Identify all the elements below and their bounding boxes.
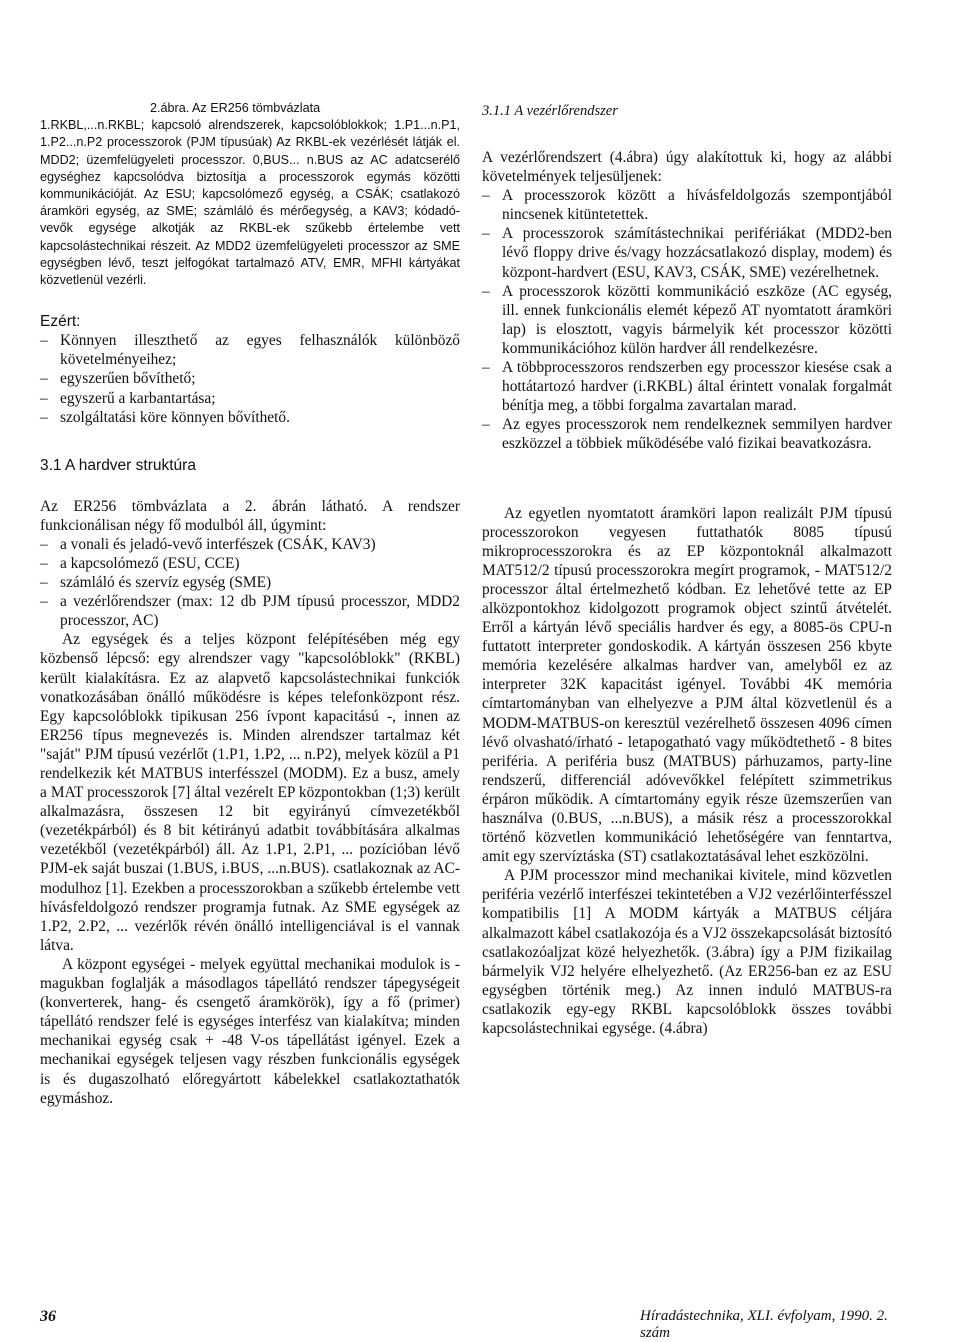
requirement-list [482,186,892,453]
list-item: – a kapcsolómező (ESU, CCE) [40,554,460,573]
module-list [40,535,460,630]
list-item: – Az egyes processzorok nem rendelkeznek semmilyen hardver eszközzel a többiek működésébe való fizikai beavatkozásra. [482,415,892,453]
list-item: – egyszerű a karbantartása; [40,389,460,408]
control-paragraph-1: Az egyetlen nyomtatott áramköri lapon realizált PJM típusú processzorokon vegyesen futtathatók 8085 típusú mikroprocesszorokra és az EP központoknál alkalmazott MAT512/2 típusú processzorokra megírt programok, - MAT512/2 processzor által értelmezhető kódban. Ez lehetővé tette az EP alközpontokhoz kidolgozott programok object szintű átvételét. Erről a kártyán lévő speciális hardver és egy, a 8085-ös CPU-n futtatott interpreter gondoskodik. A kártyán összesen 256 kbyte memória kezelésére alkalmas hardver van, amelyből ez az interpreter 32K kapacitást igényel. További 4K memória címtartományban van elhelyezve a PJM által közvetlenül és a MODM-MATBUS-on keresztül vezérelhető összesen 4096 címen lévő olvasható/írható - letapogatható vagy működtethető - 8 bites periféria. A periféria busz (MATBUS) párhuzamos, party-line rendszerű, differenciál adóvevőkkel felépített szimmetrikus érpáron működik. A címtartomány egyik része üzemszerűen van használva (0.BUS, ...n.BUS), a másik rész a processzorokkal történő közvetlen kommunikáció lehetőségére van fenntartva, amit egy szervíztáska (ST) csatlakoztatásával lehet eszközölni. [482,504,892,866]
figure-caption [40,100,460,289]
list-item: – számláló és szervíz egység (SME) [40,573,460,592]
section-heading-control: 3.1.1 A vezérlőrendszer [482,103,618,119]
list-item: – A processzorok közötti kommunikáció eszköze (AC egység, ill. ennek funkcionális elemét képező AT nyomtatott áramköri lap) is elosztott, vagyis bármelyik két processzor közötti kommunikációhoz külön hardver áll rendelkezésre. [482,282,892,358]
right-column [482,103,892,1038]
hardware-paragraph-1: Az egységek és a teljes központ felépítésében még egy közbenső lépcső: egy alrendszer vagy "kapcsolóblokk" (RKBL) került kialakításra. Ez az alapvető kapcsolástechnikai funkciók vonatkozásában önálló működésre is képes telefonközpont rész. Egy kapcsolóblokk tipikusan 256 ívpont kapacitású -, innen az ER256 típus megnevezés is. Minden alrendszer tartalmaz két "saját" PJM típusú vezérlőt (1.P1, 1.P2, ... n.P2), melyek közül a P1 rendelkezik két MATBUS interfésszel (MODM). Ez a busz, amely a MAT processzorok [7] által vezérelt EP központokban (1;3) került alkalmazásra, összesen 12 bit egyirányú címvezetékből (vezetékpárból) és 8 bit kétirányú adatbit továbbítására alkalmas vezetékből (vezetékpárból) áll. Az 1.P1, 2.P1, ... pozícióban lévő PJM-ek saját buszai (1.BUS, i.BUS, ...n.BUS). csatlakoznak az AC-modulhoz [1]. Ezekben a processzorokban a szűkebb értelembe vett hívásfeldolgozó rendszer programja futnak. Az SME egységek az 1.P2, 2.P2, ... vezérlők révén önálló intelligenciával is el vannak látva. [40,631,460,954]
list-item: – szolgáltatási köre könnyen bővíthető. [40,408,460,427]
list-item: – A többprocesszoros rendszerben egy processzor kiesése csak a hottátartozó hardver (i.RKBL) által érintett vonalak forgalmát bénítja meg, a többi forgalma zavartalan marad. [482,358,892,415]
page-number: 36 [40,1308,56,1325]
figure-caption-title: 2.ábra. Az ER256 tömbvázlata [150,101,321,115]
list-item: – a vonali és jeladó-vevő interfészek (CSÁK, KAV3) [40,535,460,554]
list-item: – a vezérlőrendszer (max: 12 db PJM típusú processzor, MDD2 processzor, AC) [40,592,460,630]
list-item: – A processzorok között a hívásfeldolgozás szempontjából nincsenek kitüntetettek. [482,186,892,224]
list-item: – Könnyen illeszthető az egyes felhasználók különböző követelményeihez; [40,331,460,369]
list-item: – A processzorok számítástechnikai perifériákat (MDD2-ben lévő floppy drive és/vagy hozzácsatlakozó display, modem) és központ-hardvert (ESU, KAV3, CSÁK, SME) vezérelhetnek. [482,224,892,281]
left-column [40,100,460,1108]
column-gap [482,454,892,504]
control-paragraph-2: A PJM processzor mind mechanikai kivitele, mind közvetlen periféria vezérlő interfészei tekintetében a VJ2 vezérlőinterfésszel kompatibilis [1] A MODM kártyák a MATBUS céljára alkalmazott kábel csatlakozója és a VJ2 összekapcsolását biztosító csatlakozóaljzat közé helyezhetők. (3.ábra) így a PJM fizikailag bármelyik VJ2 helyére elhelyezhető. (Az ER256-ban ez az ESU egységben történik meg.) Az innen induló MATBUS-ra csatlakozik egy-egy RKBL kapcsolóblokk összes további kapcsolástechnikai egysége. (4.ábra) [482,867,892,1038]
hardware-paragraph-2: A központ egységei - melyek együttal mechanikai modulok is - magukban foglalják a másodlagos tápellátó rendszer tápegységeit (konverterek, hang- és csengető áramkörök), így a fő (primer) tápellátó rendszer felé is egységes interfész van kialakítva; minden mechanikai egység csak + -48 V-os tápellátást igényel. Ezek a mechanikai egységek teljesen vagy részben funkcionális egységek is és dugaszolható előregyártott kábelekkel csatlakoztathatók egymáshoz. [40,955,460,1107]
section-heading-hardware: 3.1 A hardver struktúra [40,456,196,474]
journal-footer: Híradástechnika, XLI. évfolyam, 1990. 2. szám [640,1308,888,1341]
ezert-heading: Ezért: [40,313,81,331]
ezert-list [40,331,460,426]
control-intro: A vezérlőrendszert (4.ábra) úgy alakítottuk ki, hogy az alábbi követelmények teljesüljenek: [482,149,892,186]
figure-caption-text: 1.RKBL,...n.RKBL; kapcsoló alrendszerek, kapcsolóblokkok; 1.P1...n.P1, 1.P2...n.P2 processzorok (PJM típusúak) Az RKBL-ek vezérlését látják el. MDD2; üzemfelügyeleti processzor. 0,BUS... n.BUS az AC adatcserélő egységhez kapcsolódva biztosítja a processzorok egymás közötti kommunikációját. Az ESU; kapcsolómező egység, a CSÁK; csatlakozó áramköri egység, az SME; számláló és mérőegység, a KAV3; kódadó-vevők egysége alkotják az RKBL-ek szűkebb értelembe vett kapcsolástechnikai részeit. Az MDD2 üzemfelügyeleti processzor az SME egységben lévő, teszt jelfogókat tartalmazó ATV, EMR, MFHI kártyákat közvetlenül vezérli. [40,118,460,288]
hardware-intro: Az ER256 tömbvázlata a 2. ábrán látható. A rendszer funkcionálisan négy fő modulból áll, úgymint: [40,497,460,534]
list-item: – egyszerűen bővíthető; [40,369,460,388]
